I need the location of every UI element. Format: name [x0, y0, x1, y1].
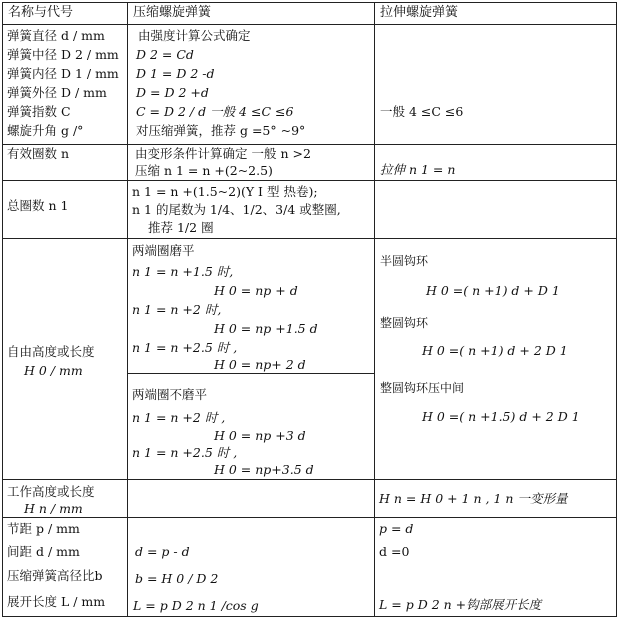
table-rule [2, 24, 617, 25]
row-label-pitch: 节距 p / mm [7, 521, 80, 536]
table-rule [2, 479, 617, 480]
cell-formula: D = D 2 +d [136, 85, 209, 100]
cell-formula: D 1 = D 2 -d [136, 66, 215, 81]
row-label-inner-diameter: 弹簧内径 D 1 / mm [7, 66, 119, 81]
table-rule [2, 616, 617, 617]
cell-text: 由变形条件计算确定 一般 n >2 [135, 146, 311, 161]
table-rule [2, 144, 617, 145]
cell-formula: p = d [379, 521, 414, 536]
row-label-helix-angle: 螺旋升角 g /° [7, 123, 84, 138]
cell-formula: 拉伸 n 1 = n [380, 162, 456, 177]
cell-formula: d =0 [379, 544, 410, 559]
cell-formula: H 0 =( n +1) d + 2 D 1 [422, 343, 568, 358]
spring-parameter-table [2, 2, 617, 617]
row-label-free-height-unit: H 0 / mm [24, 363, 83, 378]
table-rule [2, 2, 3, 617]
cell-formula: H 0 = np + d [214, 283, 298, 298]
subheading-full-hook: 整圆钩环 [380, 316, 429, 330]
cell-formula: H 0 = np+3.5 d [214, 462, 314, 477]
header-name-code: 名称与代号 [8, 5, 74, 20]
row-label-spring-index: 弹簧指数 C [7, 104, 71, 119]
cell-formula: n 1 = n +(1.5~2)(Y I 型 热卷); [132, 184, 318, 199]
cell-formula: 压缩 n 1 = n +(2~2.5) [135, 163, 273, 178]
header-compression-spring: 压缩螺旋弹簧 [133, 5, 212, 20]
cell-formula: H 0 = np +3 d [214, 428, 306, 443]
cell-formula: H 0 = np+ 2 d [214, 357, 306, 372]
row-label-developed-length: 展开长度 L / mm [7, 594, 106, 609]
row-label-working-height-unit: H n / mm [24, 501, 83, 516]
cell-text: 一般 4 ≤C ≤6 [380, 104, 464, 119]
cell-text: 由强度计算公式确定 [138, 28, 251, 43]
subheading-unground-ends: 两端圈不磨平 [132, 387, 208, 402]
subheading-ground-ends: 两端圈磨平 [132, 243, 195, 258]
cell-formula: L = p D 2 n +钩部展开长度 [379, 597, 542, 612]
row-label-free-height: 自由高度或长度 [7, 344, 95, 359]
cell-formula: d = p - d [135, 544, 190, 559]
row-label-working-height: 工作高度或长度 [7, 484, 95, 499]
cell-formula: n 1 = n +2.5 时 , [132, 445, 238, 460]
table-rule [127, 2, 128, 617]
cell-formula: n 1 = n +2 时, [132, 302, 222, 317]
cell-formula: H 0 = np +1.5 d [214, 321, 318, 336]
cell-text: n 1 的尾数为 1/4、1/2、3/4 或整圈, [132, 202, 341, 217]
table-rule [2, 238, 617, 239]
table-rule [374, 2, 375, 617]
cell-formula: L = p D 2 n 1 /cos g [133, 598, 259, 613]
table-rule [2, 2, 617, 3]
cell-formula: H n = H 0 + 1 n , 1 n 一变形量 [379, 491, 568, 506]
subheading-full-hook-center: 整圆钩环压中间 [380, 381, 465, 395]
cell-text: 推荐 1/2 圈 [148, 220, 214, 235]
row-label-mean-diameter: 弹簧中径 D 2 / mm [7, 47, 119, 62]
row-label-slenderness-ratio: 压缩弹簧高径比b [7, 568, 103, 583]
row-label-wire-diameter: 弹簧直径 d / mm [7, 28, 105, 43]
cell-formula: n 1 = n +1.5 时, [132, 264, 234, 279]
cell-formula: H 0 =( n +1) d + D 1 [426, 283, 560, 298]
cell-formula: n 1 = n +2.5 时 , [132, 340, 238, 355]
cell-formula: H 0 =( n +1.5) d + 2 D 1 [422, 409, 580, 424]
table-rule [2, 517, 617, 518]
cell-text: 对压缩弹簧，推荐 g =5° ~9° [136, 123, 306, 138]
cell-formula: b = H 0 / D 2 [135, 571, 219, 586]
row-label-spacing: 间距 d / mm [7, 544, 80, 559]
row-label-outer-diameter: 弹簧外径 D / mm [7, 85, 107, 100]
table-rule [2, 180, 617, 181]
subheading-half-hook: 半圆钩环 [380, 254, 429, 268]
table-rule [616, 2, 617, 617]
table-rule [127, 373, 374, 374]
header-tension-spring: 拉伸螺旋弹簧 [380, 5, 459, 20]
cell-formula: D 2 = Cd [136, 47, 194, 62]
row-label-active-coils: 有效圈数 n [7, 146, 70, 161]
row-label-total-coils: 总圈数 n 1 [7, 198, 69, 213]
cell-formula: n 1 = n +2 时 , [132, 410, 226, 425]
cell-formula: C = D 2 / d 一般 4 ≤C ≤6 [136, 104, 294, 119]
